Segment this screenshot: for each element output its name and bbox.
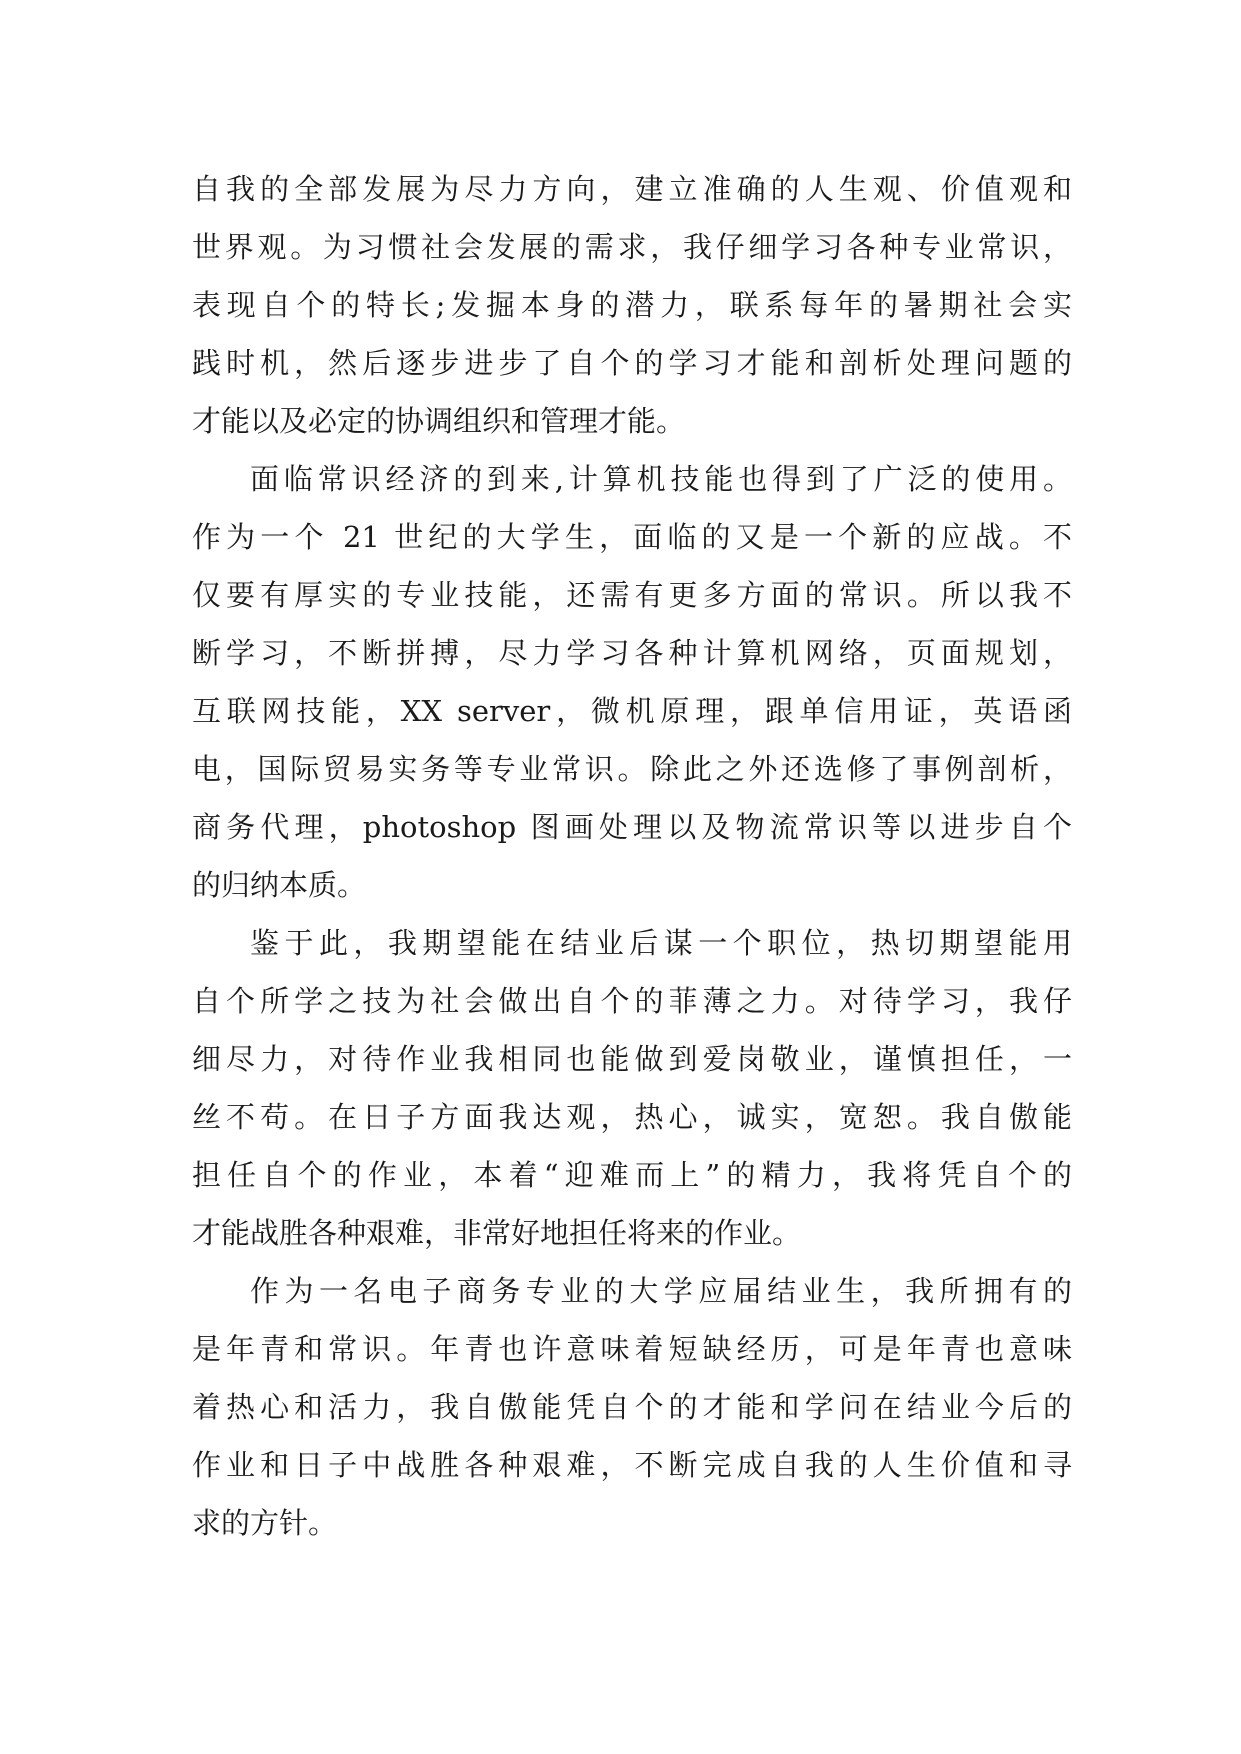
text-line: 自我的全部发展为尽力方向，建立准确的人生观、价值观和 xyxy=(192,172,1072,206)
paragraph-1 xyxy=(192,160,1072,450)
text-line: 着热心和活力，我自傲能凭自个的才能和学问在结业今后的 xyxy=(192,1390,1072,1424)
paragraph-3 xyxy=(192,914,1072,1262)
text-line: 作为一个 21 世纪的大学生，面临的又是一个新的应战。不 xyxy=(192,520,1072,554)
text-line: 自个所学之技为社会做出自个的菲薄之力。对待学习，我仔 xyxy=(192,984,1072,1018)
text-line: 担任自个的作业，本着“迎难而上”的精力，我将凭自个的 xyxy=(192,1158,1072,1192)
text-line: 面临常识经济的到来,计算机技能也得到了广泛的使用。 xyxy=(250,462,1072,496)
paragraph-4 xyxy=(192,1262,1072,1552)
text-line: 商务代理，photoshop 图画处理以及物流常识等以进步自个 xyxy=(192,810,1072,844)
body-text xyxy=(192,160,1072,1552)
text-line: 电，国际贸易实务等专业常识。除此之外还选修了事例剖析， xyxy=(192,752,1072,786)
text-line: 是年青和常识。年青也许意味着短缺经历，可是年青也意味 xyxy=(192,1332,1072,1366)
text-line: 细尽力，对待作业我相同也能做到爱岗敬业，谨慎担任，一 xyxy=(192,1042,1072,1076)
text-line: 断学习，不断拼搏，尽力学习各种计算机网络，页面规划， xyxy=(192,636,1072,670)
paragraph-2 xyxy=(192,450,1072,914)
text-line: 才能战胜各种艰难，非常好地担任将来的作业。 xyxy=(192,1216,802,1250)
text-line: 的归纳本质。 xyxy=(192,868,367,902)
text-line: 丝不苟。在日子方面我达观，热心，诚实，宽恕。我自傲能 xyxy=(192,1100,1072,1134)
text-line: 鉴于此，我期望能在结业后谋一个职位，热切期望能用 xyxy=(250,926,1072,960)
text-line: 互联网技能，XX server，微机原理，跟单信用证，英语函 xyxy=(192,694,1072,728)
text-line: 践时机，然后逐步进步了自个的学习才能和剖析处理问题的 xyxy=(192,346,1072,380)
text-line: 求的方针。 xyxy=(192,1506,338,1540)
text-line: 仅要有厚实的专业技能，还需有更多方面的常识。所以我不 xyxy=(192,578,1072,612)
text-line: 作业和日子中战胜各种艰难，不断完成自我的人生价值和寻 xyxy=(192,1448,1072,1482)
text-line: 才能以及必定的协调组织和管理才能。 xyxy=(192,404,686,438)
text-line: 作为一名电子商务专业的大学应届结业生，我所拥有的 xyxy=(250,1274,1072,1308)
text-line: 表现自个的特长;发掘本身的潜力，联系每年的暑期社会实 xyxy=(192,288,1072,322)
text-line: 世界观。为习惯社会发展的需求，我仔细学习各种专业常识， xyxy=(192,230,1072,264)
